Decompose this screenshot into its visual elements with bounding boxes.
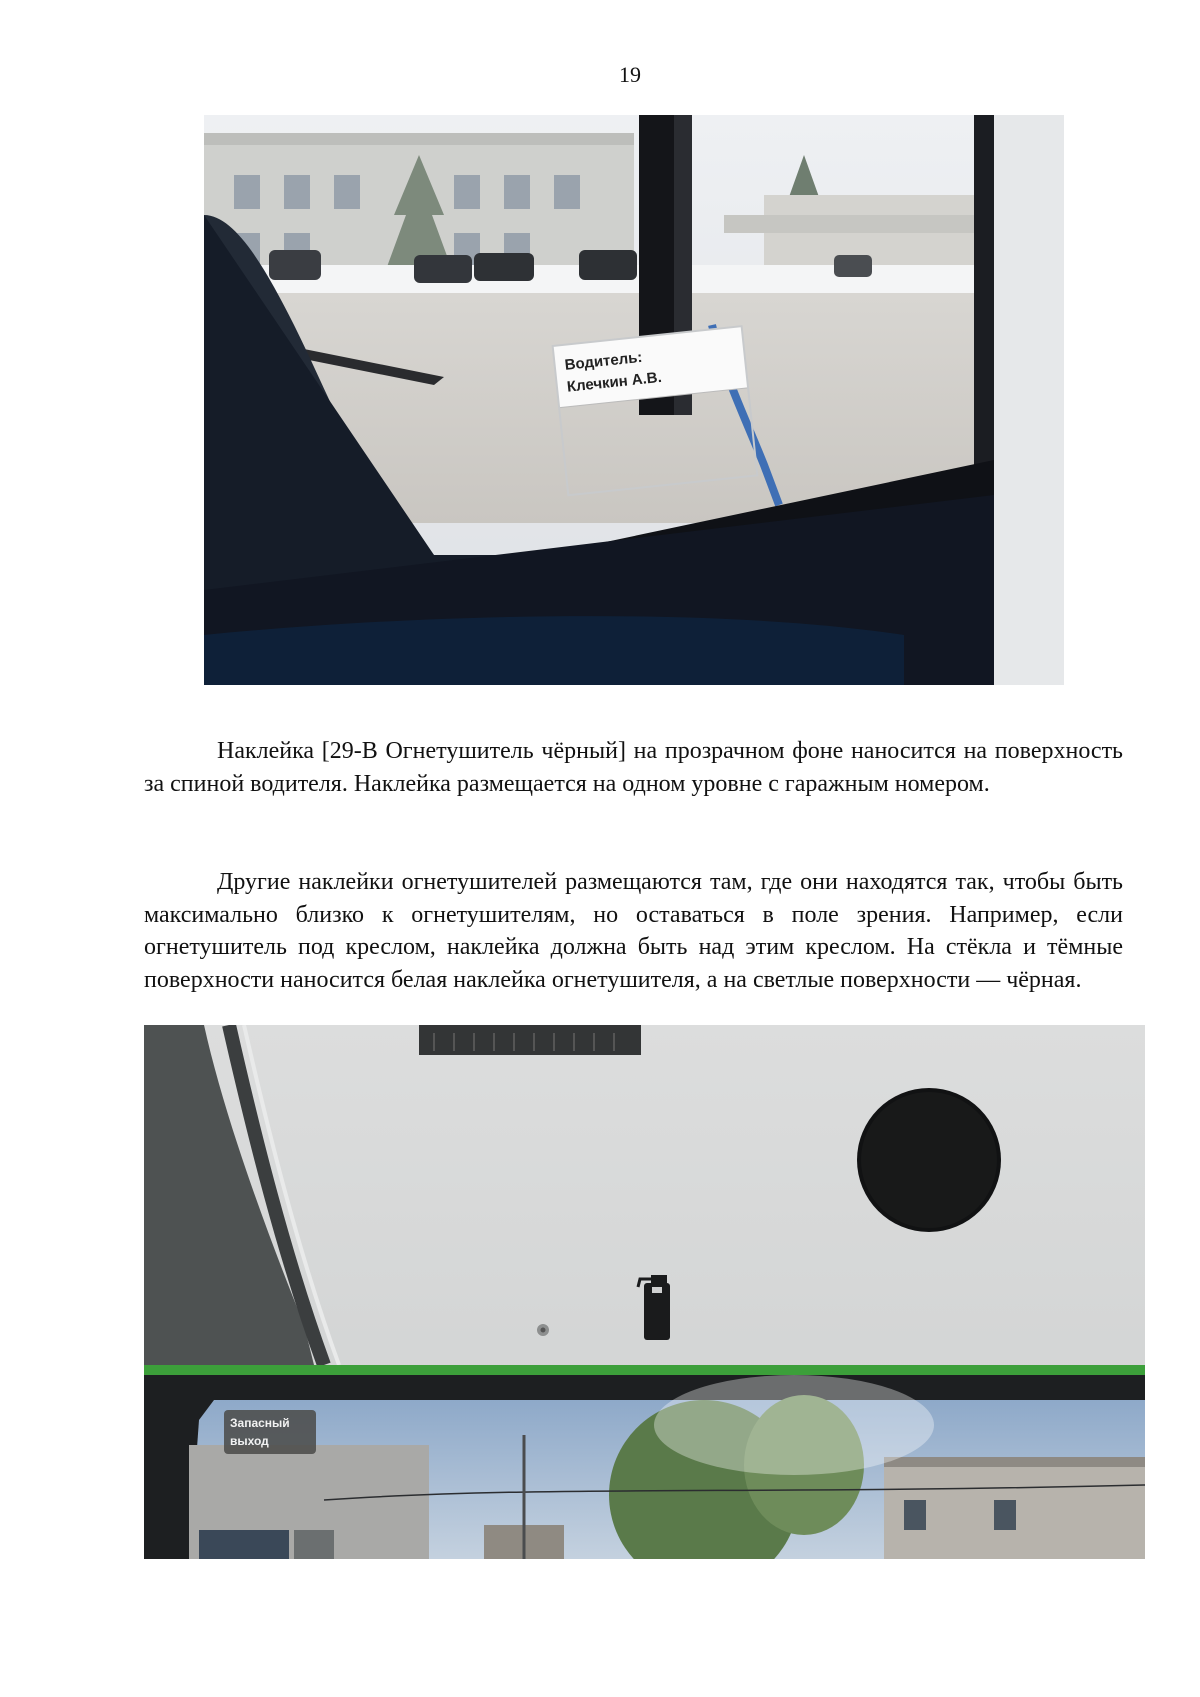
page-number: 19 bbox=[619, 62, 641, 87]
photo-driver-window bbox=[204, 115, 1064, 685]
sticker-line-2: Клечкин А.В. bbox=[566, 368, 663, 396]
paragraph-1: Наклейка [29-В Огнетушитель чёрный] на прозрачном фоне наносится на поверхность за спиной водителя. Наклейка размещается на одном уровне с гаражным номером. bbox=[144, 738, 1123, 797]
exit-sign-line-1: Запасный bbox=[230, 1416, 290, 1430]
sticker-line-1: Водитель: bbox=[563, 348, 644, 374]
exit-sign-line-2: выход bbox=[230, 1434, 269, 1448]
paragraph-2: Другие наклейки огнетушителей размещаются там, где они находятся так, чтобы быть максимально близко к огнетушителям, но оставаться в поле зрения. Например, если огнетушитель под креслом, наклейка должна быть над этим креслом. На стёкла и тёмные поверхности наносится белая наклейка огнетушителя, а на светлые поверхности — чёрная. bbox=[144, 869, 1123, 993]
photo-ceiling-extinguisher bbox=[144, 1025, 1145, 1559]
